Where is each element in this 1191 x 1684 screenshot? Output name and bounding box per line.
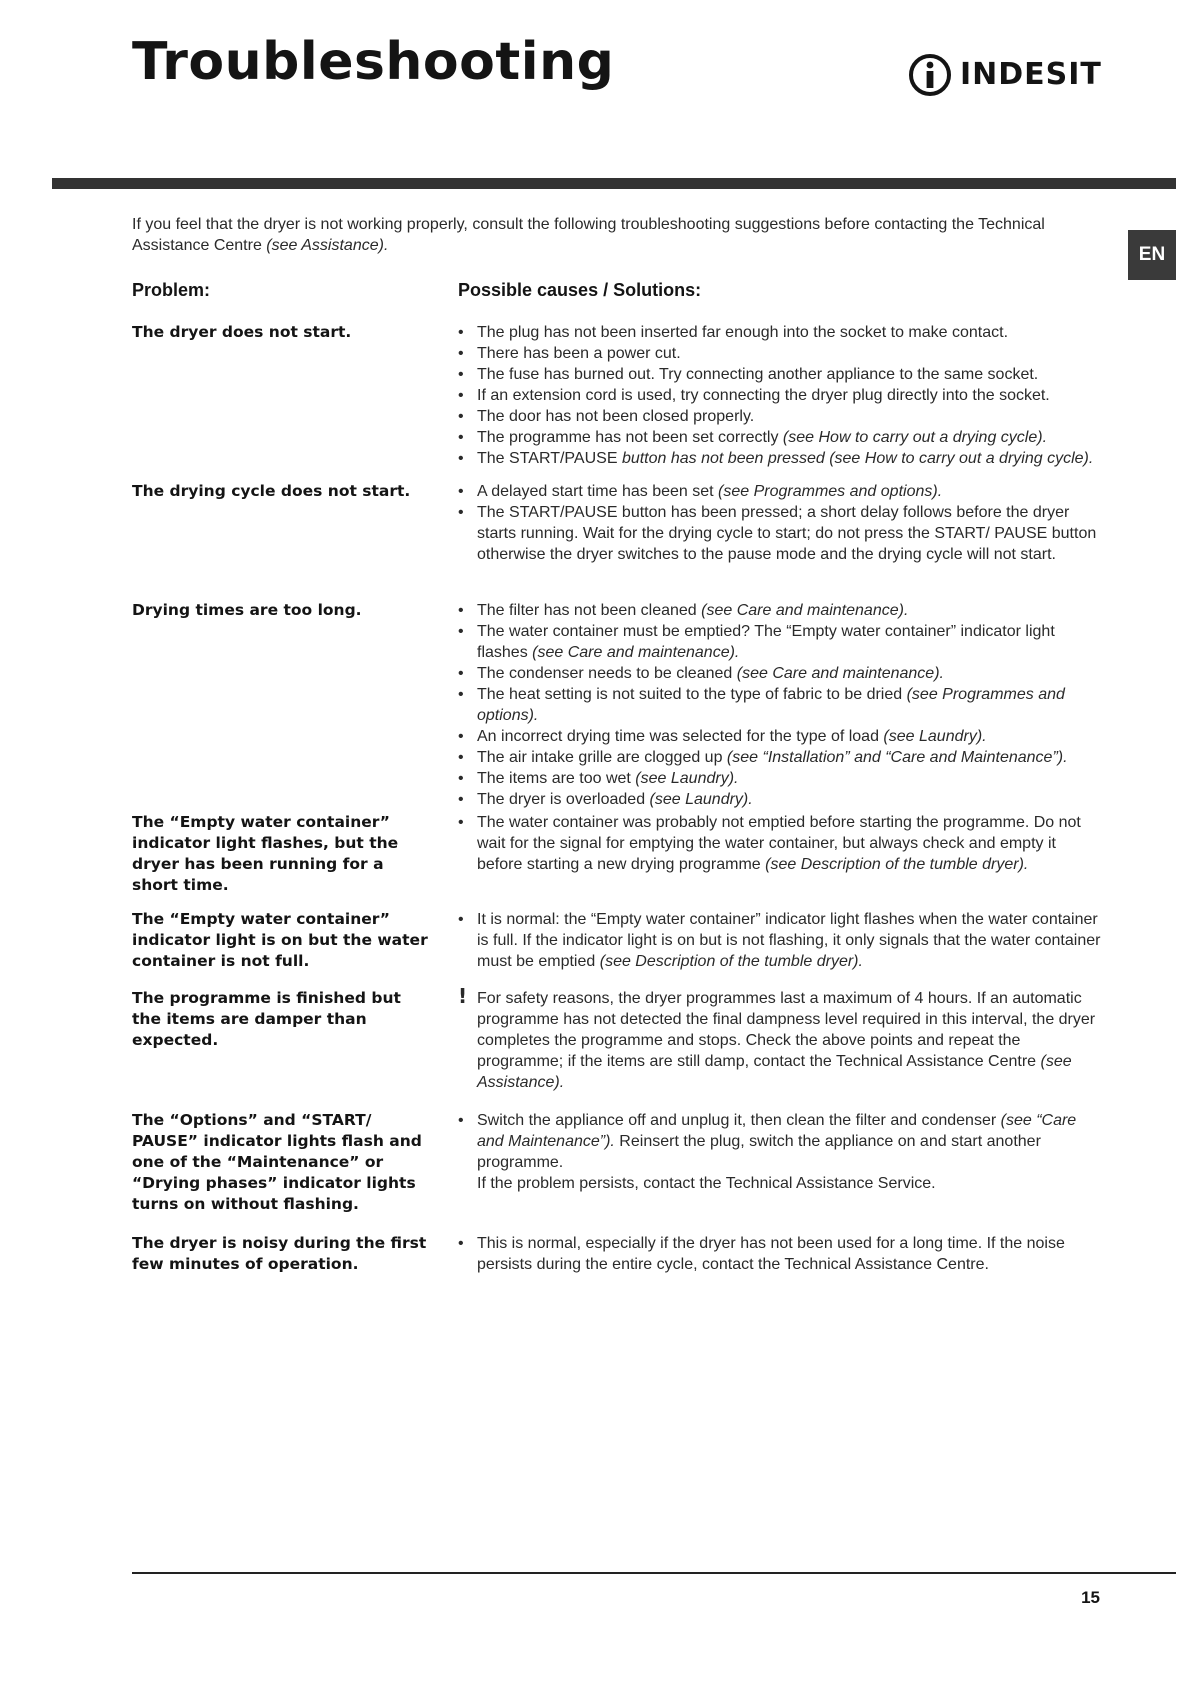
cause-item: [458, 385, 1104, 406]
cause-item: [458, 322, 1104, 343]
bullet-icon: •: [458, 665, 464, 682]
causes-list: [458, 322, 1104, 469]
cause-item: [458, 789, 1104, 810]
cause-text: Switch the appliance off and unplug it, then clean the filter and condenser: [477, 1112, 1001, 1129]
cause-text: The START/PAUSE: [477, 450, 622, 467]
cause-reference: (see “Installation” and “Care and Maintenance”).: [726, 749, 1068, 766]
bullet-icon: •: [458, 911, 464, 928]
cause-text: For safety reasons, the dryer programmes last a maximum of 4 hours. If an automatic programme has not detected the final dampness level required in this interval, the dryer completes the programme and stops. Check the above points and repeat the programme; if the items are still damp, contact the Technical Assistance Centre: [477, 990, 1096, 1070]
cause-text: There has been a power cut.: [477, 345, 681, 362]
cause-text: The dryer is overloaded: [477, 791, 650, 808]
header-rule: [52, 178, 1176, 189]
solution-column-heading: Possible causes / Solutions:: [458, 280, 702, 300]
bullet-icon: •: [458, 429, 464, 446]
problem-text: The dryer does not start.: [132, 323, 352, 341]
cause-text: The filter has not been cleaned: [477, 602, 702, 619]
cause-text: This is normal, especially if the dryer has not been used for a long time. If the noise persists during the entire cycle, contact the Technical Assistance Centre.: [477, 1235, 1065, 1273]
cause-reference: (see Care and maintenance).: [532, 644, 740, 661]
cause-item: [458, 343, 1104, 364]
cause-reference: (see Description of the tumble dryer).: [599, 953, 863, 970]
cause-text: The water container must be emptied? The “Empty water container” indicator light flashes: [477, 623, 1055, 661]
problem-text: The drying cycle does not start.: [132, 482, 411, 500]
cause-item: [458, 448, 1104, 469]
cause-reference: (see “Care and Maintenance”).: [477, 1112, 1077, 1150]
cause-text: It is normal: the “Empty water container” indicator light flashes when the water container is full. If the indicator light is on but is not flashing, it only signals that the water container must be emptied: [477, 911, 1101, 970]
brand-logo: [908, 50, 1102, 100]
intro-paragraph: [132, 214, 1102, 256]
problem-text: The “Empty water container” indicator light is on but the water container is not full.: [132, 910, 428, 970]
bullet-icon: •: [458, 450, 464, 467]
problem-text: The programme is finished but the items are damper than expected.: [132, 989, 401, 1049]
cause-text: An incorrect drying time was selected for the type of load: [477, 728, 884, 745]
bullet-icon: •: [458, 408, 464, 425]
bullet-icon: •: [458, 814, 464, 831]
causes-list: [458, 481, 1104, 565]
causes-list: [458, 909, 1104, 972]
intro-reference: (see Assistance).: [266, 237, 389, 254]
causes-list: [458, 984, 1104, 1093]
cause-item: [458, 747, 1104, 768]
cause-text: The air intake grille are clogged up: [477, 749, 727, 766]
cause-item: [458, 909, 1104, 972]
problem-text: The “Options” and “START/ PAUSE” indicator lights flash and one of the “Maintenance” or “Drying phases” indicator lights turns on without flashing.: [132, 1111, 422, 1213]
bullet-icon: •: [458, 504, 464, 521]
cause-item: [458, 406, 1104, 427]
causes-list: [458, 812, 1104, 875]
cause-reference: (see Laundry).: [883, 728, 987, 745]
cause-text: The fuse has burned out. Try connecting another appliance to the same socket.: [477, 366, 1039, 383]
cause-item: [458, 984, 1104, 1093]
intro-text: If you feel that the dryer is not working properly, consult the following troubleshooting suggestions before contacting the Technical Assistance Centre: [132, 216, 1045, 254]
cause-reference: (see Programmes and options).: [718, 483, 943, 500]
bullet-icon: •: [458, 770, 464, 787]
cause-item: [458, 502, 1104, 565]
bullet-icon: •: [458, 324, 464, 341]
bullet-icon: •: [458, 749, 464, 766]
bullet-icon: •: [458, 686, 464, 703]
cause-item: [458, 1110, 1104, 1194]
cause-item: [458, 812, 1104, 875]
cause-item: [458, 663, 1104, 684]
cause-reference: (see Programmes and options).: [477, 686, 1065, 724]
problem-text: The dryer is noisy during the first few minutes of operation.: [132, 1234, 427, 1273]
bullet-icon: •: [458, 728, 464, 745]
cause-reference: (see Care and maintenance).: [736, 665, 944, 682]
problem-text: Drying times are too long.: [132, 601, 362, 619]
page-number: 15: [1081, 1588, 1100, 1607]
bullet-icon: •: [458, 1235, 464, 1252]
cause-item: [458, 684, 1104, 726]
cause-text: If an extension cord is used, try connecting the dryer plug directly into the socket.: [477, 387, 1050, 404]
cause-text: The programme has not been set correctly: [477, 429, 783, 446]
cause-text: The condenser needs to be cleaned: [477, 665, 737, 682]
cause-reference: (see Assistance).: [477, 1053, 1072, 1091]
cause-text: The items are too wet: [477, 770, 636, 787]
cause-followup: If the problem persists, contact the Technical Assistance Service.: [477, 1175, 936, 1192]
causes-list: [458, 1233, 1104, 1275]
cause-reference: (see How to carry out a drying cycle).: [782, 429, 1048, 446]
bullet-icon: •: [458, 366, 464, 383]
cause-reference: (see Laundry).: [635, 770, 739, 787]
cause-text-continued: Reinsert the plug, switch the appliance on and start another programme.: [477, 1133, 1041, 1171]
problem-text: The “Empty water container” indicator light flashes, but the dryer has been running for a short time.: [132, 813, 399, 894]
bullet-icon: •: [458, 623, 464, 640]
cause-reference: (see Care and maintenance).: [701, 602, 909, 619]
brand-mark-icon: [908, 52, 952, 98]
cause-text: The water container was probably not emptied before starting the programme. Do not wait for the signal for emptying the water container, but always check and empty it before starting a new drying programme: [477, 814, 1081, 873]
bullet-icon: •: [458, 345, 464, 362]
bullet-icon: •: [458, 602, 464, 619]
cause-item: [458, 726, 1104, 747]
warning-icon: !: [458, 984, 468, 1008]
cause-reference: button has not been pressed (see How to carry out a drying cycle).: [621, 450, 1094, 467]
cause-item: [458, 621, 1104, 663]
bullet-icon: •: [458, 791, 464, 808]
cause-item: [458, 427, 1104, 448]
bullet-icon: •: [458, 1112, 464, 1129]
brand-name: INDESIT: [960, 57, 1102, 92]
bullet-icon: •: [458, 387, 464, 404]
causes-list: [458, 600, 1104, 810]
cause-item: [458, 1233, 1104, 1275]
cause-text: The plug has not been inserted far enough into the socket to make contact.: [477, 324, 1009, 341]
causes-list: [458, 1110, 1104, 1194]
cause-reference: (see Description of the tumble dryer).: [765, 856, 1029, 873]
cause-item: [458, 768, 1104, 789]
cause-text: The START/PAUSE button has been pressed; a short delay follows before the dryer starts running. Wait for the drying cycle to start; do not press the START/ PAUSE button otherwise the dryer switches to the pause mode and the drying cycle will not start.: [477, 504, 1097, 563]
cause-text: A delayed start time has been set: [477, 483, 719, 500]
cause-item: [458, 481, 1104, 502]
cause-reference: (see Laundry).: [649, 791, 753, 808]
cause-text: The door has not been closed properly.: [477, 408, 755, 425]
bullet-icon: •: [458, 483, 464, 500]
language-tab: EN: [1128, 230, 1176, 280]
footer-rule: [132, 1572, 1176, 1574]
cause-item: [458, 364, 1104, 385]
cause-item: [458, 600, 1104, 621]
page-title: Troubleshooting: [132, 32, 615, 92]
problem-column-heading: Problem:: [132, 280, 211, 300]
cause-text: The heat setting is not suited to the type of fabric to be dried: [477, 686, 907, 703]
